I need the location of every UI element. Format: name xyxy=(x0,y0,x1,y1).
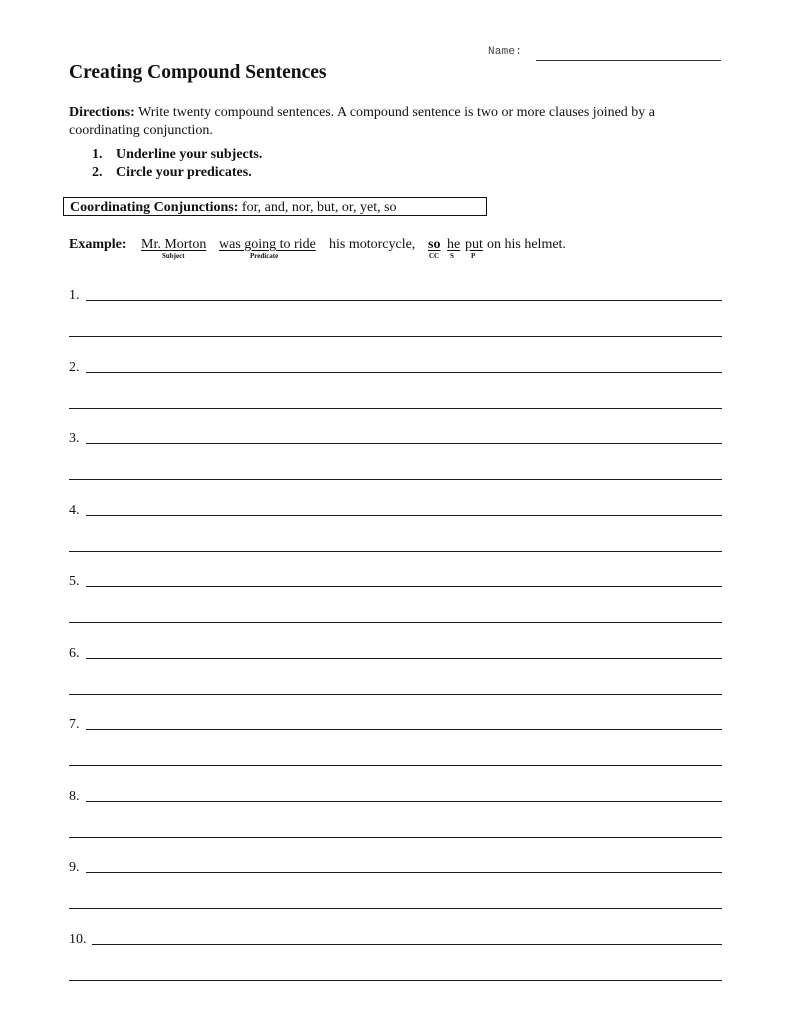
step-number: 2. xyxy=(92,164,103,180)
answer-line-continued[interactable] xyxy=(69,622,722,623)
answer-number: 7. xyxy=(69,717,80,732)
example-p: put xyxy=(465,237,483,252)
answer-number: 9. xyxy=(69,860,80,875)
example-predicate: was going to ride xyxy=(219,237,316,252)
answer-line[interactable] xyxy=(86,515,722,516)
example-middle: his motorcycle, xyxy=(329,237,416,252)
answer-line[interactable] xyxy=(86,729,722,730)
answer-line-continued[interactable] xyxy=(69,908,722,909)
answer-number: 8. xyxy=(69,789,80,804)
name-label: Name: xyxy=(488,46,523,58)
answer-item xyxy=(69,932,722,984)
directions xyxy=(69,104,729,140)
answer-number: 10. xyxy=(69,932,87,947)
example-sentence xyxy=(69,236,729,266)
answer-line-continued[interactable] xyxy=(69,837,722,838)
answer-line-continued[interactable] xyxy=(69,479,722,480)
example-subject: Mr. Morton xyxy=(141,237,207,252)
answer-line[interactable] xyxy=(92,944,722,945)
answer-line-continued[interactable] xyxy=(69,694,722,695)
answer-line-continued[interactable] xyxy=(69,980,722,981)
answer-item xyxy=(69,288,722,340)
answer-item xyxy=(69,717,722,769)
answer-number: 1. xyxy=(69,288,80,303)
answer-item xyxy=(69,860,722,912)
page-title: Creating Compound Sentences xyxy=(69,62,327,83)
step-text: Underline your subjects. xyxy=(116,147,263,162)
answer-item xyxy=(69,360,722,412)
example-cc-tag: CC xyxy=(429,252,440,260)
answer-number: 3. xyxy=(69,431,80,446)
answer-line[interactable] xyxy=(86,586,722,587)
example-cc: so xyxy=(428,237,441,252)
conjunctions-list: for, and, nor, but, or, yet, so xyxy=(238,200,397,215)
answer-line[interactable] xyxy=(86,872,722,873)
step-item xyxy=(92,164,262,182)
example-s: he xyxy=(447,237,461,252)
example-p-tag: P xyxy=(471,252,476,260)
example-subject-tag: Subject xyxy=(162,252,185,260)
directions-text: Write twenty compound sentences. A compound sentence is two or more clauses joined by a coordinating conjunction. xyxy=(69,105,656,138)
conjunctions-label: Coordinating Conjunctions: xyxy=(70,200,239,215)
conjunctions-box xyxy=(63,197,487,216)
answer-item xyxy=(69,646,722,698)
answer-line[interactable] xyxy=(86,300,722,301)
answer-number: 2. xyxy=(69,360,80,375)
directions-label: Directions: xyxy=(69,105,135,120)
answer-item xyxy=(69,574,722,626)
answer-line-continued[interactable] xyxy=(69,551,722,552)
answer-line[interactable] xyxy=(86,658,722,659)
answer-line-continued[interactable] xyxy=(69,765,722,766)
step-text: Circle your predicates. xyxy=(116,164,252,180)
example-end: on his helmet. xyxy=(487,237,566,252)
answer-line-continued[interactable] xyxy=(69,336,722,337)
answer-line[interactable] xyxy=(86,443,722,444)
answer-number: 5. xyxy=(69,574,80,589)
steps-list xyxy=(92,146,262,181)
answer-item xyxy=(69,503,722,555)
example-label: Example: xyxy=(69,237,127,252)
example-s-tag: S xyxy=(450,252,454,260)
answer-item xyxy=(69,789,722,841)
answer-line[interactable] xyxy=(86,372,722,373)
answer-item xyxy=(69,431,722,483)
step-item xyxy=(92,146,262,164)
name-line[interactable] xyxy=(536,60,721,61)
example-predicate-tag: Predicate xyxy=(250,252,279,260)
answer-number: 4. xyxy=(69,503,80,518)
name-field[interactable] xyxy=(488,46,722,64)
answer-line[interactable] xyxy=(86,801,722,802)
answer-number: 6. xyxy=(69,646,80,661)
step-number: 1. xyxy=(92,147,103,162)
answer-line-continued[interactable] xyxy=(69,408,722,409)
